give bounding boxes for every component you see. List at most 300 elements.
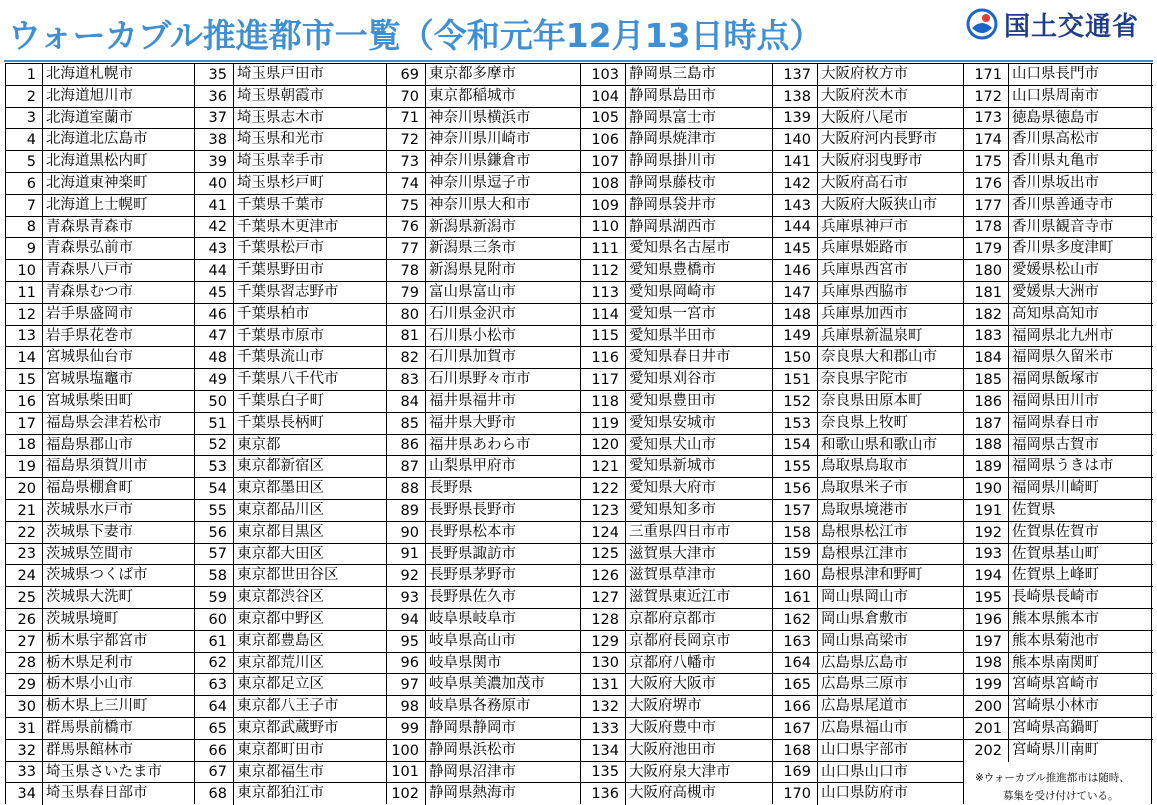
table-row bbox=[581, 303, 773, 326]
table-row bbox=[581, 412, 773, 435]
table-row bbox=[581, 325, 773, 348]
table-row bbox=[387, 434, 581, 457]
city-number: 201 bbox=[974, 720, 1002, 737]
city-name: 静岡県島田市 bbox=[625, 86, 773, 108]
table-row bbox=[773, 761, 964, 784]
table-row bbox=[6, 412, 195, 435]
city-number: 63 bbox=[208, 677, 227, 694]
city-number: 117 bbox=[591, 372, 619, 389]
city-name: 東京都福生市 bbox=[233, 762, 387, 784]
city-name: 千葉県柏市 bbox=[233, 304, 387, 326]
table-row bbox=[773, 172, 964, 195]
city-number: 198 bbox=[974, 655, 1002, 672]
table-column bbox=[386, 63, 581, 804]
city-number: 36 bbox=[208, 88, 227, 105]
city-name: 北海道室蘭市 bbox=[42, 108, 195, 130]
city-number: 81 bbox=[400, 328, 419, 345]
city-name: 埼玉県朝霞市 bbox=[233, 86, 387, 108]
table-row bbox=[581, 346, 773, 369]
city-name: 長野県諏訪市 bbox=[425, 544, 581, 566]
table-row bbox=[195, 499, 387, 522]
city-number: 55 bbox=[208, 502, 227, 519]
city-name: 愛知県大府市 bbox=[625, 478, 773, 500]
table-row bbox=[964, 281, 1153, 304]
city-number: 23 bbox=[17, 546, 36, 563]
table-row bbox=[964, 695, 1153, 718]
city-number: 20 bbox=[17, 481, 36, 498]
table-row bbox=[773, 652, 964, 675]
city-number: 5 bbox=[26, 154, 36, 171]
table-column bbox=[963, 63, 1153, 804]
city-name: 静岡県湖西市 bbox=[625, 217, 773, 239]
city-name: 宮崎県川南町 bbox=[1008, 740, 1153, 762]
table-row bbox=[773, 739, 964, 762]
city-number: 158 bbox=[783, 524, 811, 541]
city-name: 東京都品川区 bbox=[233, 500, 387, 522]
city-number: 3 bbox=[26, 110, 36, 127]
table-row bbox=[195, 216, 387, 239]
city-number: 34 bbox=[17, 786, 36, 803]
city-number: 22 bbox=[17, 524, 36, 541]
table-row bbox=[773, 477, 964, 500]
city-name: 東京都稲城市 bbox=[425, 86, 581, 108]
city-name: 愛知県新城市 bbox=[625, 456, 773, 478]
city-name: 愛知県豊橋市 bbox=[625, 260, 773, 282]
city-name: 熊本県菊池市 bbox=[1008, 631, 1153, 653]
city-name: 高知県高知市 bbox=[1008, 304, 1153, 326]
city-name: 東京都渋谷区 bbox=[233, 587, 387, 609]
city-name: 福岡県うきは市 bbox=[1008, 456, 1153, 478]
city-number: 135 bbox=[591, 764, 619, 781]
city-number: 28 bbox=[17, 655, 36, 672]
table-row bbox=[964, 521, 1153, 544]
city-name: 宮崎県小林市 bbox=[1008, 696, 1153, 718]
table-row bbox=[387, 237, 581, 260]
table-column bbox=[194, 63, 387, 804]
city-name: 島根県松江市 bbox=[817, 522, 964, 544]
city-name: 東京都世田谷区 bbox=[233, 565, 387, 587]
city-name: 山口県防府市 bbox=[817, 783, 964, 805]
table-row bbox=[964, 368, 1153, 391]
table-row bbox=[581, 63, 773, 86]
city-number: 104 bbox=[591, 88, 619, 105]
city-name: 青森県青森市 bbox=[42, 217, 195, 239]
table-row bbox=[387, 499, 581, 522]
city-number: 183 bbox=[974, 328, 1002, 345]
city-number: 27 bbox=[17, 633, 36, 650]
city-name: 岡山県倉敷市 bbox=[817, 609, 964, 631]
city-name: 岡山県岡山市 bbox=[817, 587, 964, 609]
city-name: 熊本県熊本市 bbox=[1008, 609, 1153, 631]
table-row bbox=[6, 325, 195, 348]
table-row bbox=[581, 390, 773, 413]
table-row bbox=[6, 717, 195, 740]
city-name: 京都府長岡京市 bbox=[625, 631, 773, 653]
city-number: 157 bbox=[783, 502, 811, 519]
table-row bbox=[773, 673, 964, 696]
city-number: 120 bbox=[591, 437, 619, 454]
city-name: 奈良県上牧町 bbox=[817, 413, 964, 435]
city-number: 138 bbox=[783, 88, 811, 105]
city-number: 155 bbox=[783, 459, 811, 476]
table-row bbox=[581, 630, 773, 653]
city-number: 173 bbox=[974, 110, 1002, 127]
table-row bbox=[6, 673, 195, 696]
city-name: 石川県野々市市 bbox=[425, 369, 581, 391]
table-row bbox=[773, 368, 964, 391]
city-number: 144 bbox=[783, 219, 811, 236]
city-number: 11 bbox=[17, 284, 36, 301]
city-number: 68 bbox=[208, 786, 227, 803]
city-name: 東京都町田市 bbox=[233, 740, 387, 762]
city-number: 91 bbox=[400, 546, 419, 563]
city-number: 102 bbox=[391, 786, 419, 803]
city-name: 香川県観音寺市 bbox=[1008, 217, 1153, 239]
city-number: 48 bbox=[208, 350, 227, 367]
city-name: 滋賀県東近江市 bbox=[625, 587, 773, 609]
table-row bbox=[581, 499, 773, 522]
city-number: 137 bbox=[783, 66, 811, 83]
table-row bbox=[195, 608, 387, 631]
table-row bbox=[6, 630, 195, 653]
table-row bbox=[964, 390, 1153, 413]
city-number: 71 bbox=[400, 110, 419, 127]
city-number: 150 bbox=[783, 350, 811, 367]
city-name: 岩手県盛岡市 bbox=[42, 304, 195, 326]
table-row bbox=[387, 325, 581, 348]
city-name: 岐阜県高山市 bbox=[425, 631, 581, 653]
city-number: 53 bbox=[208, 459, 227, 476]
city-name: 兵庫県西宮市 bbox=[817, 260, 964, 282]
table-row bbox=[581, 85, 773, 108]
city-name: 福島県会津若松市 bbox=[42, 413, 195, 435]
table-row bbox=[773, 194, 964, 217]
city-number: 26 bbox=[17, 611, 36, 628]
city-name: 埼玉県幸手市 bbox=[233, 151, 387, 173]
city-number: 29 bbox=[17, 677, 36, 694]
city-name: 奈良県宇陀市 bbox=[817, 369, 964, 391]
city-number: 64 bbox=[208, 699, 227, 716]
city-name: 大阪府泉大津市 bbox=[625, 762, 773, 784]
city-number: 106 bbox=[591, 132, 619, 149]
city-name: 山口県周南市 bbox=[1008, 86, 1153, 108]
city-number: 175 bbox=[974, 154, 1002, 171]
city-number: 52 bbox=[208, 437, 227, 454]
table-row bbox=[195, 150, 387, 173]
city-number: 37 bbox=[208, 110, 227, 127]
city-number: 15 bbox=[17, 372, 36, 389]
table-row bbox=[195, 434, 387, 457]
table-row bbox=[387, 586, 581, 609]
table-row bbox=[773, 717, 964, 740]
city-number: 31 bbox=[17, 720, 36, 737]
city-name: 広島県広島市 bbox=[817, 653, 964, 675]
city-name: 佐賀県基山町 bbox=[1008, 544, 1153, 566]
city-number: 90 bbox=[400, 524, 419, 541]
table-row bbox=[195, 652, 387, 675]
city-number: 194 bbox=[974, 568, 1002, 585]
city-name: 石川県小松市 bbox=[425, 326, 581, 348]
table-row bbox=[387, 630, 581, 653]
table-row bbox=[773, 412, 964, 435]
city-number: 109 bbox=[591, 197, 619, 214]
city-name: 北海道旭川市 bbox=[42, 86, 195, 108]
city-name: 千葉県八千代市 bbox=[233, 369, 387, 391]
table-row bbox=[773, 128, 964, 151]
footnote-line-1: ※ウォーカブル推進都市は随時、 bbox=[975, 771, 1130, 784]
city-name: 大阪府堺市 bbox=[625, 696, 773, 718]
city-name: 兵庫県西脇市 bbox=[817, 282, 964, 304]
city-name: 徳島県徳島市 bbox=[1008, 108, 1153, 130]
mlit-logo-icon bbox=[966, 8, 998, 40]
city-number: 7 bbox=[26, 197, 36, 214]
table-row bbox=[195, 63, 387, 86]
city-number: 59 bbox=[208, 590, 227, 607]
city-number: 1 bbox=[26, 66, 36, 83]
city-number: 10 bbox=[17, 263, 36, 280]
table-row bbox=[195, 586, 387, 609]
city-name: 静岡県静岡市 bbox=[425, 718, 581, 740]
city-name: 山口県山口市 bbox=[817, 762, 964, 784]
table-row bbox=[6, 477, 195, 500]
city-name: 長野県松本市 bbox=[425, 522, 581, 544]
city-name: 大阪府枚方市 bbox=[817, 64, 964, 86]
table-row bbox=[387, 695, 581, 718]
city-number: 172 bbox=[974, 88, 1002, 105]
table-row bbox=[195, 782, 387, 805]
table-row bbox=[387, 543, 581, 566]
city-name: 静岡県掛川市 bbox=[625, 151, 773, 173]
city-name: 宮城県仙台市 bbox=[42, 347, 195, 369]
city-name: 千葉県白子町 bbox=[233, 391, 387, 413]
page-title: ウォーカブル推進都市一覧（令和元年12月13日時点） bbox=[8, 16, 823, 55]
city-name: 大阪府大阪市 bbox=[625, 674, 773, 696]
city-number: 139 bbox=[783, 110, 811, 127]
table-row bbox=[581, 368, 773, 391]
table-row bbox=[195, 630, 387, 653]
table-row bbox=[387, 63, 581, 86]
city-number: 133 bbox=[591, 720, 619, 737]
city-name: 大阪府高石市 bbox=[817, 173, 964, 195]
city-name: 石川県加賀市 bbox=[425, 347, 581, 369]
city-name: 神奈川県川崎市 bbox=[425, 129, 581, 151]
city-number: 72 bbox=[400, 132, 419, 149]
table-row bbox=[6, 564, 195, 587]
city-number: 114 bbox=[591, 306, 619, 323]
table-row bbox=[195, 194, 387, 217]
city-name: 北海道東神楽町 bbox=[42, 173, 195, 195]
table-row bbox=[581, 673, 773, 696]
table-row bbox=[581, 237, 773, 260]
city-number: 142 bbox=[783, 175, 811, 192]
city-name: 群馬県館林市 bbox=[42, 740, 195, 762]
city-name: 大阪府池田市 bbox=[625, 740, 773, 762]
table-row bbox=[964, 477, 1153, 500]
table-row bbox=[6, 346, 195, 369]
city-name: 東京都八王子市 bbox=[233, 696, 387, 718]
city-number: 174 bbox=[974, 132, 1002, 149]
city-number: 40 bbox=[208, 175, 227, 192]
city-number: 18 bbox=[17, 437, 36, 454]
table-row bbox=[195, 85, 387, 108]
city-number: 56 bbox=[208, 524, 227, 541]
city-number: 170 bbox=[783, 786, 811, 803]
city-name: 宮城県塩竈市 bbox=[42, 369, 195, 391]
city-name: 千葉県木更津市 bbox=[233, 217, 387, 239]
table-row bbox=[6, 586, 195, 609]
city-number: 101 bbox=[391, 764, 419, 781]
table-row bbox=[387, 608, 581, 631]
city-name: 福岡県飯塚市 bbox=[1008, 369, 1153, 391]
city-name: 福岡県久留米市 bbox=[1008, 347, 1153, 369]
city-name: 広島県福山市 bbox=[817, 718, 964, 740]
city-name: 愛知県一宮市 bbox=[625, 304, 773, 326]
city-name: 鳥取県境港市 bbox=[817, 500, 964, 522]
city-number: 80 bbox=[400, 306, 419, 323]
table-row bbox=[773, 150, 964, 173]
city-number: 119 bbox=[591, 415, 619, 432]
city-number: 95 bbox=[400, 633, 419, 650]
table-row bbox=[6, 216, 195, 239]
city-number: 50 bbox=[208, 393, 227, 410]
city-number: 167 bbox=[783, 720, 811, 737]
table-row bbox=[581, 739, 773, 762]
table-row bbox=[387, 717, 581, 740]
city-name: 栃木県上三川町 bbox=[42, 696, 195, 718]
city-name: 岩手県花巻市 bbox=[42, 326, 195, 348]
table-row bbox=[6, 259, 195, 282]
city-number: 178 bbox=[974, 219, 1002, 236]
city-name: 兵庫県新温泉町 bbox=[817, 326, 964, 348]
table-row bbox=[964, 128, 1153, 151]
city-name: 静岡県浜松市 bbox=[425, 740, 581, 762]
city-number: 154 bbox=[783, 437, 811, 454]
city-name: 大阪府河内長野市 bbox=[817, 129, 964, 151]
table-row bbox=[581, 564, 773, 587]
city-name: 大阪府高槻市 bbox=[625, 783, 773, 805]
city-number: 6 bbox=[26, 175, 36, 192]
city-name: 広島県尾道市 bbox=[817, 696, 964, 718]
city-number: 161 bbox=[783, 590, 811, 607]
table-row bbox=[195, 543, 387, 566]
city-name: 東京都荒川区 bbox=[233, 653, 387, 675]
city-name: 岐阜県関市 bbox=[425, 653, 581, 675]
table-row bbox=[387, 739, 581, 762]
table-row bbox=[773, 216, 964, 239]
table-row bbox=[581, 259, 773, 282]
city-number: 193 bbox=[974, 546, 1002, 563]
table-row bbox=[773, 782, 964, 805]
city-name: 富山県富山市 bbox=[425, 282, 581, 304]
city-number: 112 bbox=[591, 263, 619, 280]
logo-text: 国土交通省 bbox=[1004, 11, 1140, 42]
city-number: 103 bbox=[591, 66, 619, 83]
city-number: 58 bbox=[208, 568, 227, 585]
city-name: 大阪府茨木市 bbox=[817, 86, 964, 108]
city-number: 86 bbox=[400, 437, 419, 454]
city-name: 神奈川県鎌倉市 bbox=[425, 151, 581, 173]
table-row bbox=[387, 346, 581, 369]
city-name: 愛知県春日井市 bbox=[625, 347, 773, 369]
city-number: 128 bbox=[591, 611, 619, 628]
city-name: 香川県善通寺市 bbox=[1008, 195, 1153, 217]
city-number: 153 bbox=[783, 415, 811, 432]
city-name: 宮城県柴田町 bbox=[42, 391, 195, 413]
city-name: 大阪府大阪狭山市 bbox=[817, 195, 964, 217]
city-name: 香川県高松市 bbox=[1008, 129, 1153, 151]
table-row bbox=[6, 608, 195, 631]
city-name: 千葉県長柄町 bbox=[233, 413, 387, 435]
table-row bbox=[387, 216, 581, 239]
table-row bbox=[581, 281, 773, 304]
table-row bbox=[195, 107, 387, 130]
table-row bbox=[964, 717, 1153, 740]
table-row bbox=[195, 761, 387, 784]
table-row bbox=[581, 608, 773, 631]
city-name: 山梨県甲府市 bbox=[425, 456, 581, 478]
city-number: 121 bbox=[591, 459, 619, 476]
table-row bbox=[6, 434, 195, 457]
table-row bbox=[773, 85, 964, 108]
city-name: 神奈川県逗子市 bbox=[425, 173, 581, 195]
city-name: 愛知県半田市 bbox=[625, 326, 773, 348]
city-list-table bbox=[5, 63, 1152, 804]
city-name: 愛知県岡崎市 bbox=[625, 282, 773, 304]
table-row bbox=[581, 521, 773, 544]
city-name: 静岡県袋井市 bbox=[625, 195, 773, 217]
table-row bbox=[195, 695, 387, 718]
table-row bbox=[6, 390, 195, 413]
table-row bbox=[6, 652, 195, 675]
table-row bbox=[964, 303, 1153, 326]
table-row bbox=[964, 608, 1153, 631]
city-number: 130 bbox=[591, 655, 619, 672]
city-name: 島根県津和野町 bbox=[817, 565, 964, 587]
city-name: 岐阜県各務原市 bbox=[425, 696, 581, 718]
table-row bbox=[387, 390, 581, 413]
table-row bbox=[964, 652, 1153, 675]
city-number: 16 bbox=[17, 393, 36, 410]
city-number: 146 bbox=[783, 263, 811, 280]
city-number: 163 bbox=[783, 633, 811, 650]
table-row bbox=[581, 761, 773, 784]
table-column bbox=[5, 63, 195, 804]
table-row bbox=[773, 695, 964, 718]
city-number: 188 bbox=[974, 437, 1002, 454]
city-name: 青森県八戸市 bbox=[42, 260, 195, 282]
table-row bbox=[964, 564, 1153, 587]
table-row bbox=[581, 434, 773, 457]
table-row bbox=[964, 194, 1153, 217]
table-row bbox=[6, 695, 195, 718]
city-name: 長野県長野市 bbox=[425, 500, 581, 522]
city-name: 茨城県水戸市 bbox=[42, 500, 195, 522]
table-row bbox=[773, 543, 964, 566]
city-name: 青森県むつ市 bbox=[42, 282, 195, 304]
table-row bbox=[195, 237, 387, 260]
table-row bbox=[964, 412, 1153, 435]
table-row bbox=[6, 455, 195, 478]
city-number: 73 bbox=[400, 154, 419, 171]
city-number: 45 bbox=[208, 284, 227, 301]
table-row bbox=[387, 782, 581, 805]
table-row bbox=[6, 85, 195, 108]
city-name: 和歌山県和歌山市 bbox=[817, 435, 964, 457]
city-number: 79 bbox=[400, 284, 419, 301]
city-name: 京都府京都市 bbox=[625, 609, 773, 631]
city-number: 134 bbox=[591, 742, 619, 759]
table-row bbox=[773, 390, 964, 413]
